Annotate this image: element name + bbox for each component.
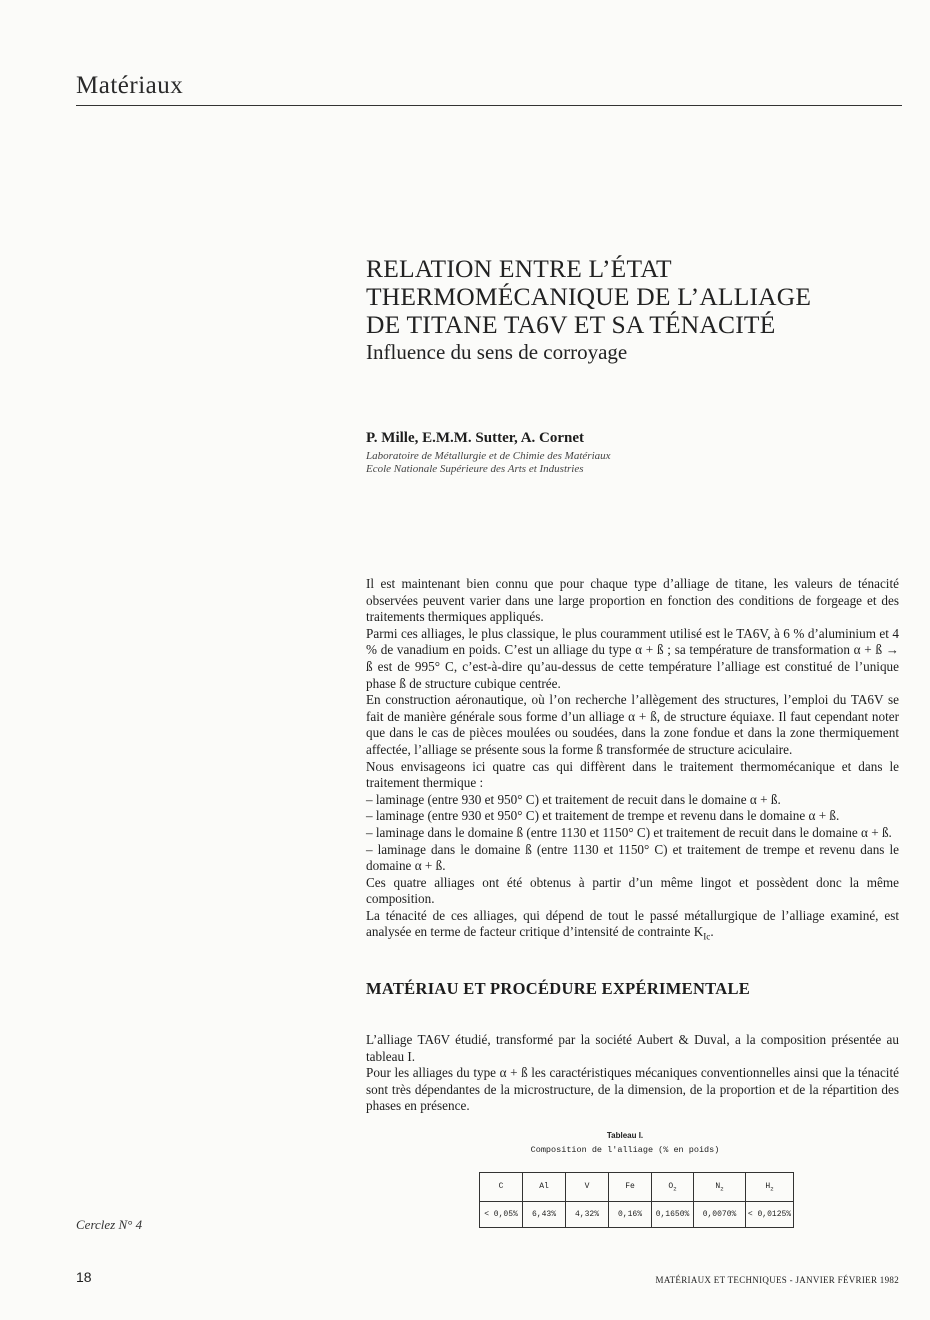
paragraph: Pour les alliages du type α + ß les caractéristiques mécaniques conventionnelles ainsi que la ténacité sont très dépendantes de la microstructure, de la dimension, de la proportion et de la répartition des phases en présence. (366, 1065, 899, 1114)
table-row (480, 1202, 794, 1228)
paragraph: La ténacité de ces alliages, qui dépend de tout le passé métallurgique de l’alliage examiné, est analysée en terme de facteur critique d’intensité de contrainte $K_{Ic}$. (366, 907, 899, 943)
affiliation-line: Laboratoire de Métallurgie et de Chimie des Matériaux (366, 450, 611, 462)
body-text (366, 1032, 899, 1115)
paragraph: Nous envisageons ici quatre cas qui diffèrent dans le traitement thermomécanique et dans le traitement thermique : (366, 758, 899, 791)
section-heading: MATÉRIAU ET PROCÉDURE EXPÉRIMENTALE (366, 979, 751, 998)
table-header-cell: C (480, 1173, 523, 1202)
table-header-cell: V (566, 1173, 609, 1202)
table-cell: 0,0070% (694, 1202, 746, 1228)
title-line: DE TITANE TA6V ET SA TÉNACITÉ (366, 310, 776, 339)
article-subtitle: Influence du sens de corroyage (366, 340, 628, 364)
table-cell: 0,1650% (652, 1202, 694, 1228)
paragraph: L’alliage TA6V étudié, transformé par la société Aubert & Duval, a la composition présentée au tableau I. (366, 1032, 899, 1064)
table-header-row (480, 1173, 794, 1202)
authors: P. Mille, E.M.M. Sutter, A. Cornet (366, 430, 585, 446)
table-header-cell: $H_2$ (746, 1173, 794, 1202)
header-rule (76, 105, 902, 106)
table-header-cell: Al (523, 1173, 566, 1202)
table-cell: 0,16% (609, 1202, 652, 1228)
list-item: – laminage (entre 930 et 950° C) et traitement de recuit dans le domaine α + ß. (366, 791, 781, 807)
table-cell: 4,32% (566, 1202, 609, 1228)
paragraph: Il est maintenant bien connu que pour chaque type d’alliage de titane, les valeurs de ténacité observées peuvent varier dans une large proportion en fonction des conditions de forgeage et des traitements thermiques appliqués. (366, 576, 899, 625)
section-header: Matériaux (76, 72, 184, 99)
paragraph: Parmi ces alliages, le plus classique, le plus couramment utilisé est le TA6V, à 6 % d’aluminium et 4 % de vanadium en poids. C’est un alliage du type α + ß ; sa température de transformation α + ß → ß est de 995° C, c’est-à-dire qu’au-dessus de cette température l’alliage est constitué de l’unique phase ß de structure cubique centrée. (366, 625, 899, 691)
paragraph: Ces quatre alliages ont été obtenus à partir d’un même lingot et possèdent donc la même composition. (366, 874, 899, 907)
kic-symbol: $K_{Ic}$ (693, 924, 711, 943)
affiliation (366, 450, 611, 476)
article-title-block (366, 255, 886, 365)
title-line: THERMOMÉCANIQUE DE L’ALLIAGE (366, 282, 812, 311)
table-cell: < 0,0125% (746, 1202, 794, 1228)
page-number: 18 (76, 1269, 92, 1285)
list-item: – laminage (entre 930 et 950° C) et traitement de trempe et revenu dans le domaine α + ß. (366, 808, 840, 824)
paragraph-text: La ténacité de ces alliages, qui dépend de tout le passé métallurgique de l’alliage examiné, est analysée en terme de facteur critique d’intensité de contrainte (366, 907, 899, 940)
table-cell: 6,43% (523, 1202, 566, 1228)
list-item: – laminage dans le domaine ß (entre 1130 et 1150° C) et traitement de recuit dans le domaine α + ß. (366, 824, 892, 840)
list-item: – laminage dans le domaine ß (entre 1130 et 1150° C) et traitement de trempe et revenu dans le domaine α + ß. (366, 841, 899, 874)
affiliation-line: Ecole Nationale Supérieure des Arts et Industries (366, 463, 584, 475)
table-cell: < 0,05% (480, 1202, 523, 1228)
title-line: RELATION ENTRE L’ÉTAT (366, 254, 672, 283)
table-header-cell: Fe (609, 1173, 652, 1202)
journal-footer: MATÉRIAUX ET TECHNIQUES - JANVIER FÉVRIER 1982 (655, 1275, 899, 1285)
table-header-cell: $N_2$ (694, 1173, 746, 1202)
reader-service-note: Cerclez N° 4 (76, 1217, 143, 1232)
table-title: Tableau I. (606, 1131, 644, 1140)
composition-table (479, 1172, 794, 1228)
paragraph: En construction aéronautique, où l’on recherche l’allègement des structures, l’emploi du TA6V se fait de manière générale sous forme d’un alliage α + ß, de structure équiaxe. Il faut cependant noter que dans le cas de pièces moulées ou soudées, dans la zone fondue et dans la zone thermiquement affectée, l’alliage se présente sous la forme ß transformée de structure aciculaire. (366, 692, 899, 757)
table-header-cell: $O_2$ (652, 1173, 694, 1202)
intro-text (366, 576, 899, 946)
table-caption: Composition de l'alliage (% en poids) (530, 1145, 720, 1155)
